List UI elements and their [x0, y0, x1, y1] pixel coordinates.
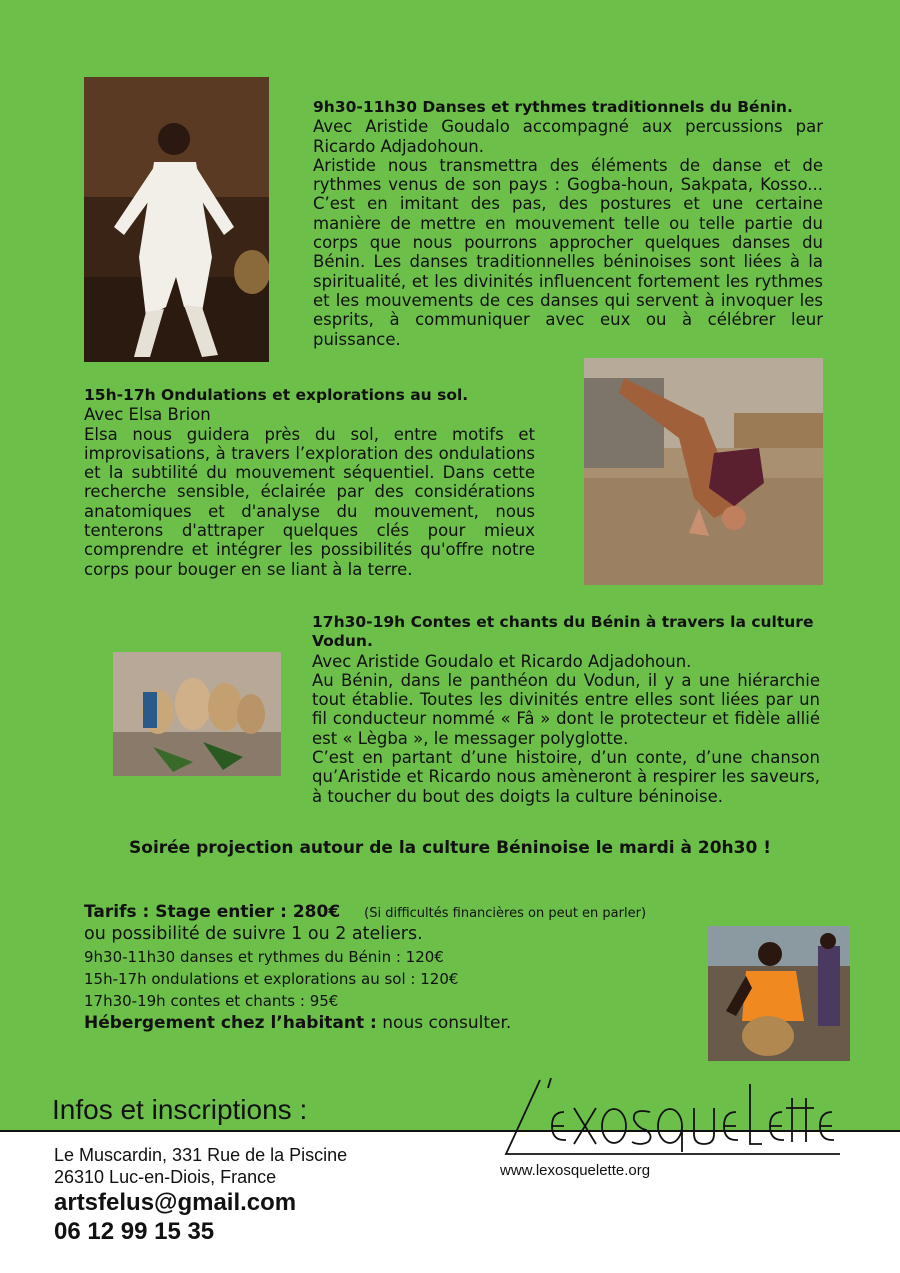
tarif-item: 15h-17h ondulations et explorations au sol : 120€: [84, 970, 459, 988]
section-ondulations-title: 15h-17h Ondulations et explorations au sol.: [84, 386, 469, 404]
hebergement-label: Hébergement chez l’habitant :: [84, 1013, 377, 1033]
section-danses-title: 9h30-11h30 Danses et rythmes traditionnels du Bénin.: [313, 98, 793, 116]
section-ondulations: [84, 386, 535, 579]
tarifs-block: [84, 902, 704, 1033]
section-ondulations-body: Elsa nous guidera près du sol, entre motifs et improvisations, à travers l’exploration des ondulations et la subtilité du mouvement séquentiel. Dans cette recherche sensible, éclairée par des considérations anatomiques et d'analyse du mouvement, nous tenterons d'attraper quelques clés pour mieux comprendre et intégrer les possibilités qu'offre notre corps pour bouger en se liant à la terre.: [84, 424, 535, 579]
section-ondulations-subtitle: Avec Elsa Brion: [84, 405, 211, 425]
hebergement-line: [84, 1013, 704, 1033]
logo-graphic: [500, 1078, 845, 1158]
tarifs-note: (Si difficultés financières on peut en parler): [364, 906, 647, 921]
tarifs-line2: ou possibilité de suivre 1 ou 2 ateliers.: [84, 924, 423, 944]
soiree-announcement: Soirée projection autour de la culture Béninoise le mardi à 20h30 !: [129, 838, 771, 858]
email-address[interactable]: artsfelus@gmail.com: [54, 1189, 297, 1216]
hebergement-value: nous consulter.: [376, 1013, 512, 1033]
address-line1: Le Muscardin, 331 Rue de la Piscine: [54, 1145, 348, 1165]
tarifs-heading-line: [84, 902, 704, 922]
address-line2: 26310 Luc-en-Diois, France: [54, 1167, 277, 1187]
phone-number[interactable]: 06 12 99 15 35: [54, 1218, 215, 1245]
photo-drums: [113, 652, 281, 776]
logo: [500, 1078, 845, 1158]
section-contes: [312, 613, 820, 806]
section-contes-body1: Au Bénin, dans le panthéon du Vodun, il y a une hiérarchie tout établie. Toutes les divinités entre elles sont liées par un fil conducteur nommé « Fâ » dont le protecteur et fidèle allié est « Lègba », le messager polyglotte.: [312, 670, 820, 748]
tarifs-heading: Tarifs : Stage entier : 280€: [84, 902, 341, 922]
tarif-item: 17h30-19h contes et chants : 95€: [84, 992, 339, 1010]
infos-heading: Infos et inscriptions :: [52, 1094, 308, 1125]
tarif-item: 9h30-11h30 danses et rythmes du Bénin : 120€: [84, 948, 444, 966]
website-url[interactable]: www.lexosquelette.org: [500, 1162, 651, 1179]
section-contes-subtitle: Avec Aristide Goudalo et Ricardo Adjadohoun.: [312, 651, 692, 671]
section-danses-body: Aristide nous transmettra des éléments de danse et de rythmes venus de son pays : Gogba-houn, Sakpata, Kosso... C’est en imitant des pas, des postures et une certaine manière de mettre en mouvement telle ou telle partie du corps que nous pourrons approcher quelques danses du Bénin. Les danses traditionnelles béninoises sont liées à la spiritualité, et les divinités influencent fortement les rythmes et les mouvements de ces danses qui servent à invoquer les esprits, à communiquer avec eux ou à célébrer leur puissance.: [313, 155, 823, 349]
photo-floor-dancer: [584, 358, 823, 585]
photo-drummer: [708, 926, 850, 1061]
contact-block: [54, 1144, 347, 1246]
photo-dancer-white: [84, 77, 269, 362]
section-contes-body2: C’est en partant d’une histoire, d’un conte, d’une chanson qu’Aristide et Ricardo nous amèneront à respirer les saveurs, à toucher du bout des doigts la culture béninoise.: [312, 748, 820, 806]
section-contes-title: 17h30-19h Contes et chants du Bénin à travers la culture Vodun.: [312, 613, 814, 651]
section-danses: [313, 98, 823, 349]
section-danses-subtitle: Avec Aristide Goudalo accompagné aux percussions par Ricardo Adjadohoun.: [313, 117, 823, 156]
